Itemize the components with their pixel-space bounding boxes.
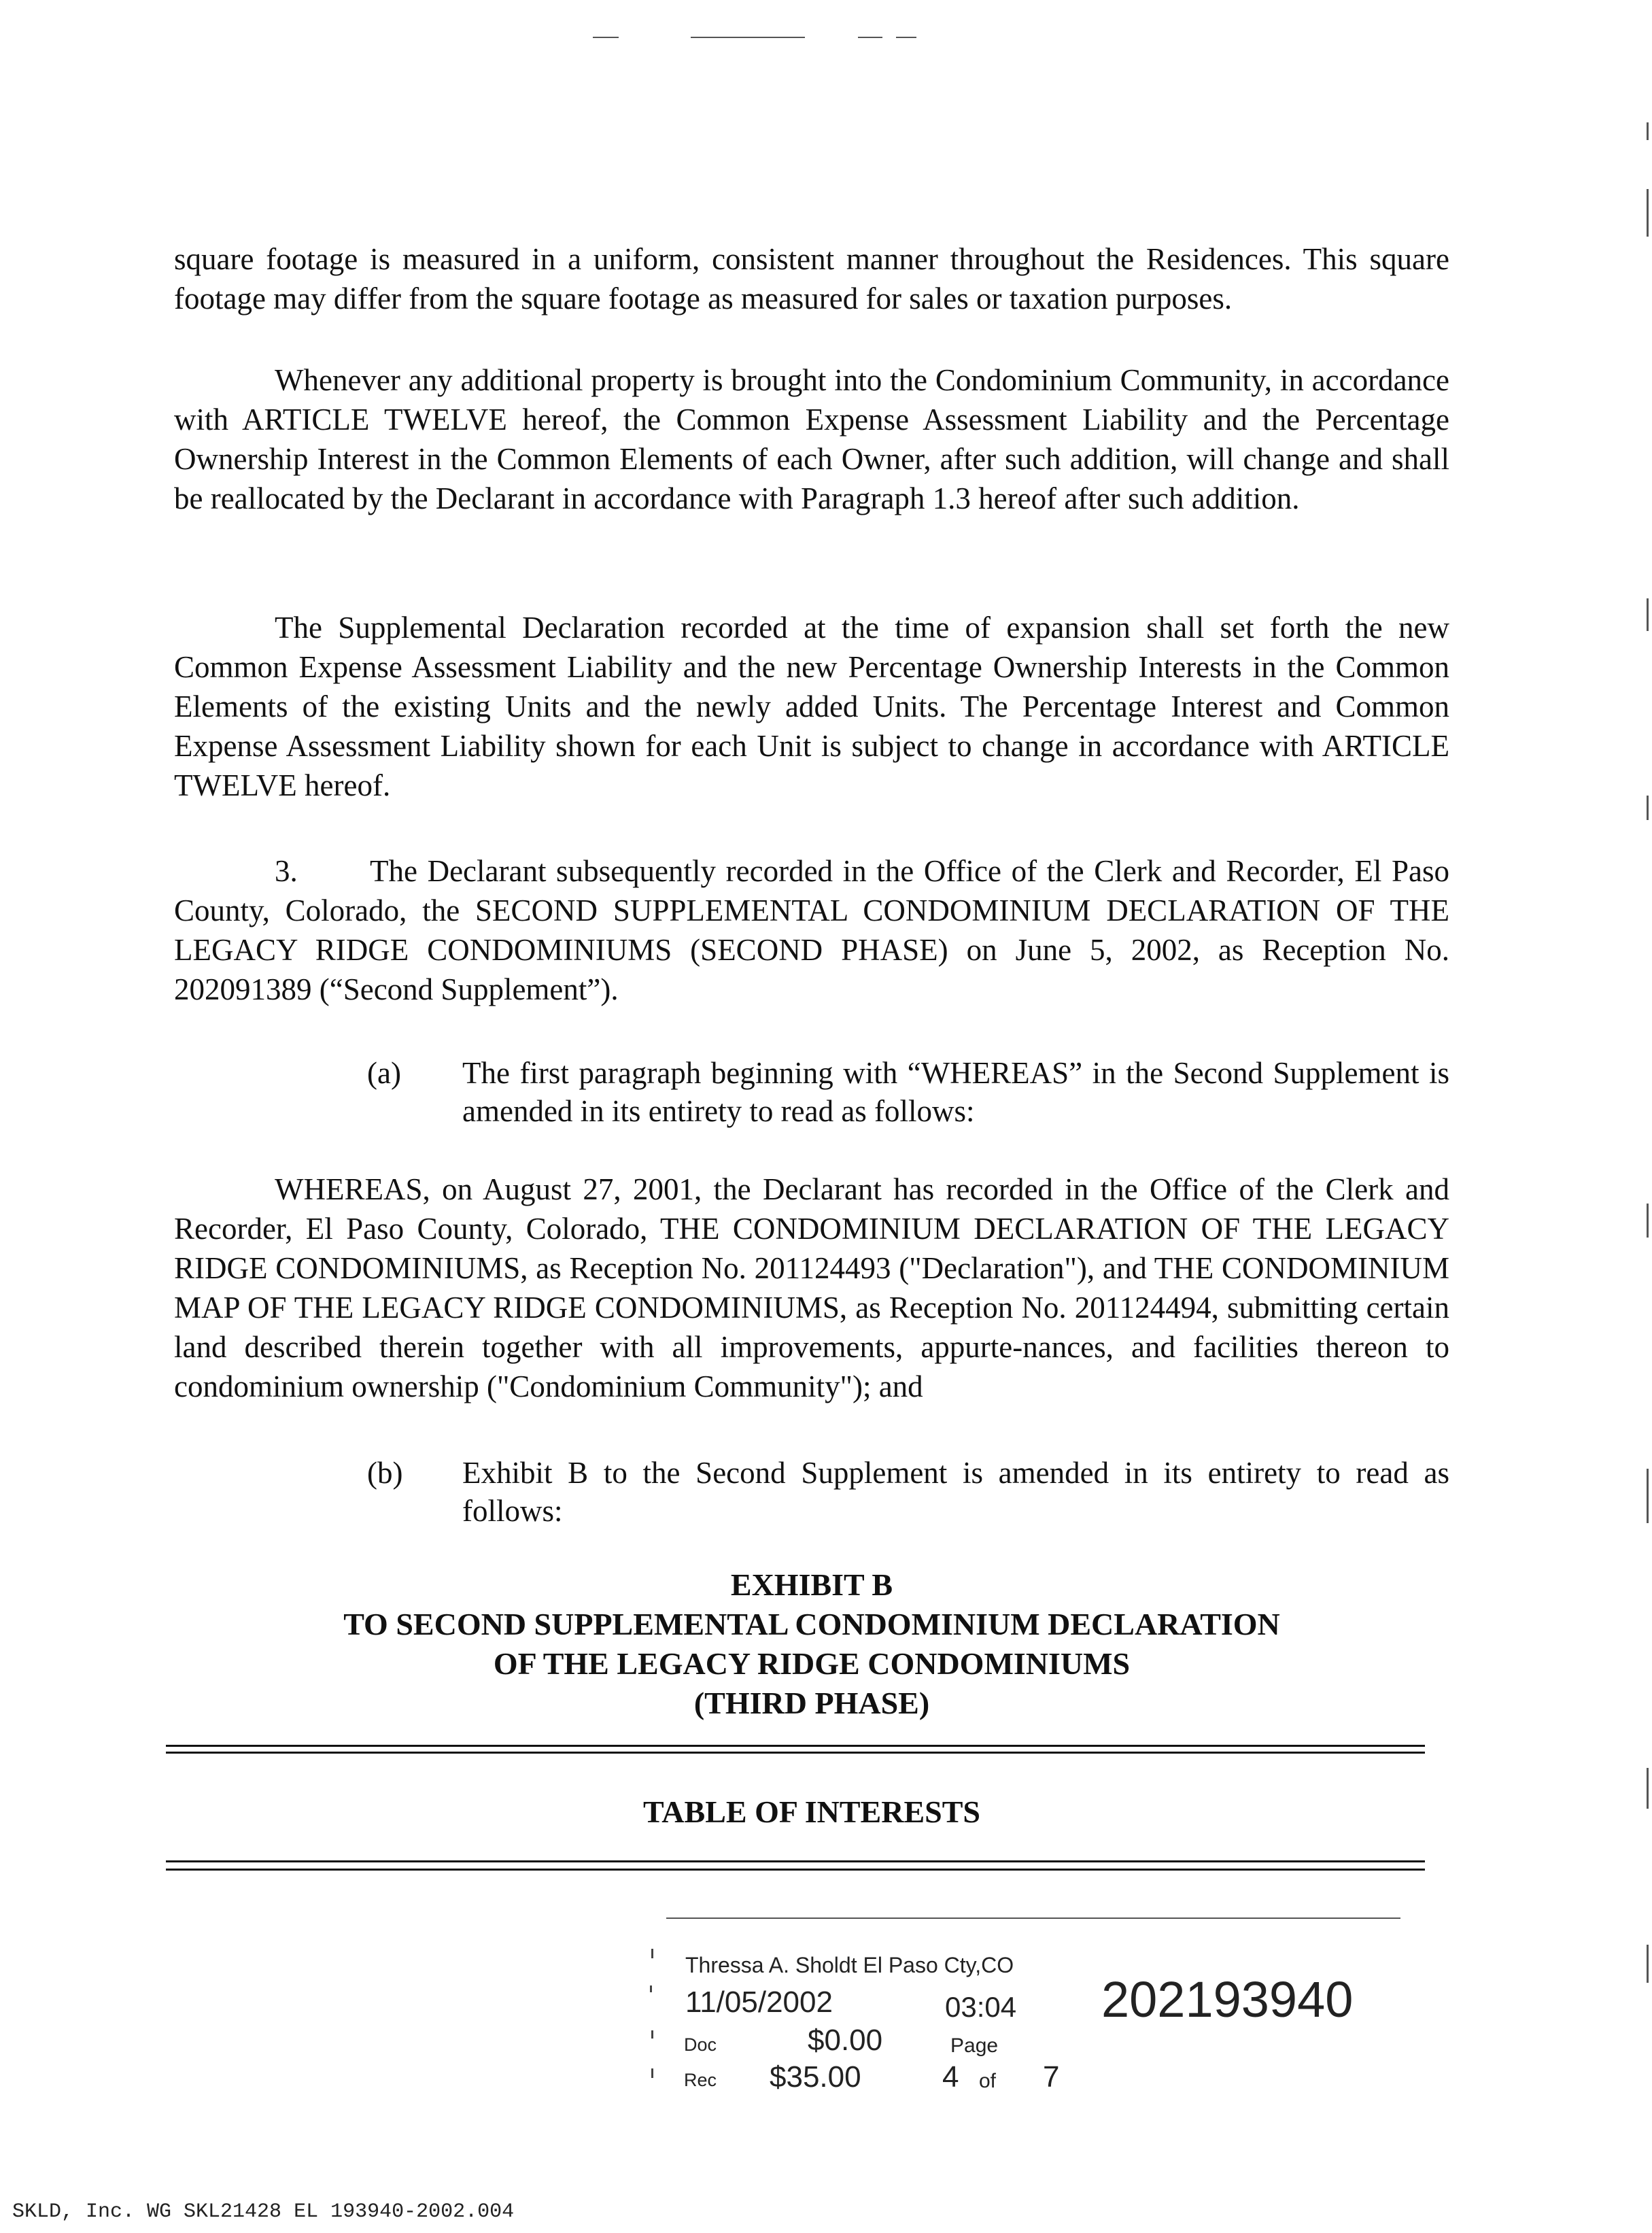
stamp-tick bbox=[651, 2068, 653, 2078]
document-footer: SKLD, Inc. WG SKL21428 EL 193940-2002.004 bbox=[12, 2200, 515, 2223]
paragraph-whereas: WHEREAS, on August 27, 2001, the Declarant has recorded in the Office of the Clerk and Recorder, El Paso County, Colorado, THE CONDOMINIUM DECLARATION OF THE LEGACY RIDGE CONDOMINIUMS, as Reception No. 201124493 ("Declaration"), and THE CONDOMINIUM MAP OF THE LEGACY RIDGE CONDOMINIUMS, as Reception No. 201124494, submitting certain land described therein together with all improvements, appurte-nances, and facilities thereon to condominium ownership ("Condominium Community"); and bbox=[174, 1172, 1449, 1403]
divider-top-1 bbox=[166, 1745, 1425, 1747]
exhibit-subtitle-2: OF THE LEGACY RIDGE CONDOMINIUMS bbox=[493, 1646, 1131, 1681]
subparagraph-b-label: (b) bbox=[367, 1456, 403, 1490]
subparagraph-b-text: Exhibit B to the Second Supplement is amended in its entirety to read as follows: bbox=[462, 1456, 1449, 1528]
paragraph-square-footage: square footage is measured in a uniform, consistent manner throughout the Residences. This square footage may differ from the square footage as measured for sales or taxation purposes. bbox=[174, 242, 1449, 316]
stamp-page-number: 4 bbox=[942, 2060, 959, 2094]
scan-artifact bbox=[858, 37, 882, 38]
divider-top-2 bbox=[166, 1752, 1425, 1754]
stamp-reception-number: 202193940 bbox=[1101, 1971, 1354, 2028]
stamp-page-label: Page bbox=[950, 2034, 999, 2057]
scan-artifact bbox=[1647, 189, 1649, 237]
stamp-doc-fee: $0.00 bbox=[808, 2024, 883, 2057]
scan-artifact bbox=[1647, 1945, 1649, 1983]
exhibit-subtitle-3: (THIRD PHASE) bbox=[693, 1686, 930, 1720]
paragraph-supplemental-declaration: The Supplemental Declaration recorded at the time of expansion shall set forth the new Common Expense Assessment Liability and the new Percentage Ownership Interests in the Common Elements of the existing Units and the newly added Units. The Percentage Interest and Common Expense Assessment Liability shown for each Unit is subject to change in accordance with ARTICLE TWELVE hereof. bbox=[174, 611, 1449, 802]
stamp-date: 11/05/2002 bbox=[685, 1985, 833, 2019]
scan-artifact bbox=[896, 37, 916, 38]
scan-artifact bbox=[1647, 796, 1649, 820]
scan-artifact bbox=[1647, 598, 1649, 631]
exhibit-title: EXHIBIT B bbox=[730, 1567, 893, 1602]
stamp-tick bbox=[651, 2030, 653, 2039]
stamp-tick bbox=[651, 1949, 653, 1958]
stamp-doc-label: Doc bbox=[684, 2034, 717, 2055]
scan-artifact bbox=[593, 37, 619, 38]
table-title: TABLE OF INTERESTS bbox=[643, 1794, 980, 1829]
scan-artifact bbox=[691, 37, 805, 38]
subparagraph-a-text: The first paragraph beginning with “WHEREAS” in the Second Supplement is amended in its entirety to read as follows: bbox=[462, 1056, 1449, 1128]
paragraph-3-number: 3. bbox=[275, 854, 298, 888]
stamp-rec-fee: $35.00 bbox=[770, 2060, 861, 2094]
stamp-recorder: Thressa A. Sholdt El Paso Cty,CO bbox=[685, 1953, 1014, 1977]
subparagraph-a-label: (a) bbox=[367, 1056, 401, 1090]
divider-bottom-2 bbox=[166, 1869, 1425, 1871]
recording-stamp bbox=[639, 1917, 1428, 2121]
exhibit-subtitle-1: TO SECOND SUPPLEMENTAL CONDOMINIUM DECLARATION bbox=[343, 1607, 1280, 1641]
stamp-page-total: 7 bbox=[1043, 2060, 1060, 2094]
scan-artifact bbox=[1647, 122, 1649, 140]
divider-bottom-1 bbox=[166, 1860, 1425, 1862]
stamp-rec-label: Rec bbox=[684, 2070, 717, 2090]
stamp-time: 03:04 bbox=[945, 1991, 1017, 2023]
scan-artifact bbox=[1647, 1768, 1649, 1809]
stamp-tick bbox=[650, 1985, 652, 1992]
paragraph-additional-property: Whenever any additional property is brought into the Condominium Community, in accordance with ARTICLE TWELVE hereof, the Common Expense Assessment Liability and the Percentage Ownership Interest in the Common Elements of each Owner, after such addition, will change and shall be reallocated by the Declarant in accordance with Paragraph 1.3 hereof after such addition. bbox=[174, 363, 1449, 515]
paragraph-3 bbox=[174, 851, 1449, 1009]
stamp-of-label: of bbox=[979, 2070, 997, 2092]
scan-artifact bbox=[1647, 1204, 1649, 1238]
scan-artifact bbox=[1647, 1469, 1649, 1523]
paragraph-3-text: The Declarant subsequently recorded in the Office of the Clerk and Recorder, El Paso County, Colorado, the SECOND SUPPLEMENTAL CONDOMINIUM DECLARATION OF THE LEGACY RIDGE CONDOMINIUMS (SECOND PHASE) on June 5, 2002, as Reception No. 202091389 (“Second Supplement”). bbox=[174, 854, 1449, 1006]
stamp-top-line bbox=[666, 1917, 1400, 1919]
